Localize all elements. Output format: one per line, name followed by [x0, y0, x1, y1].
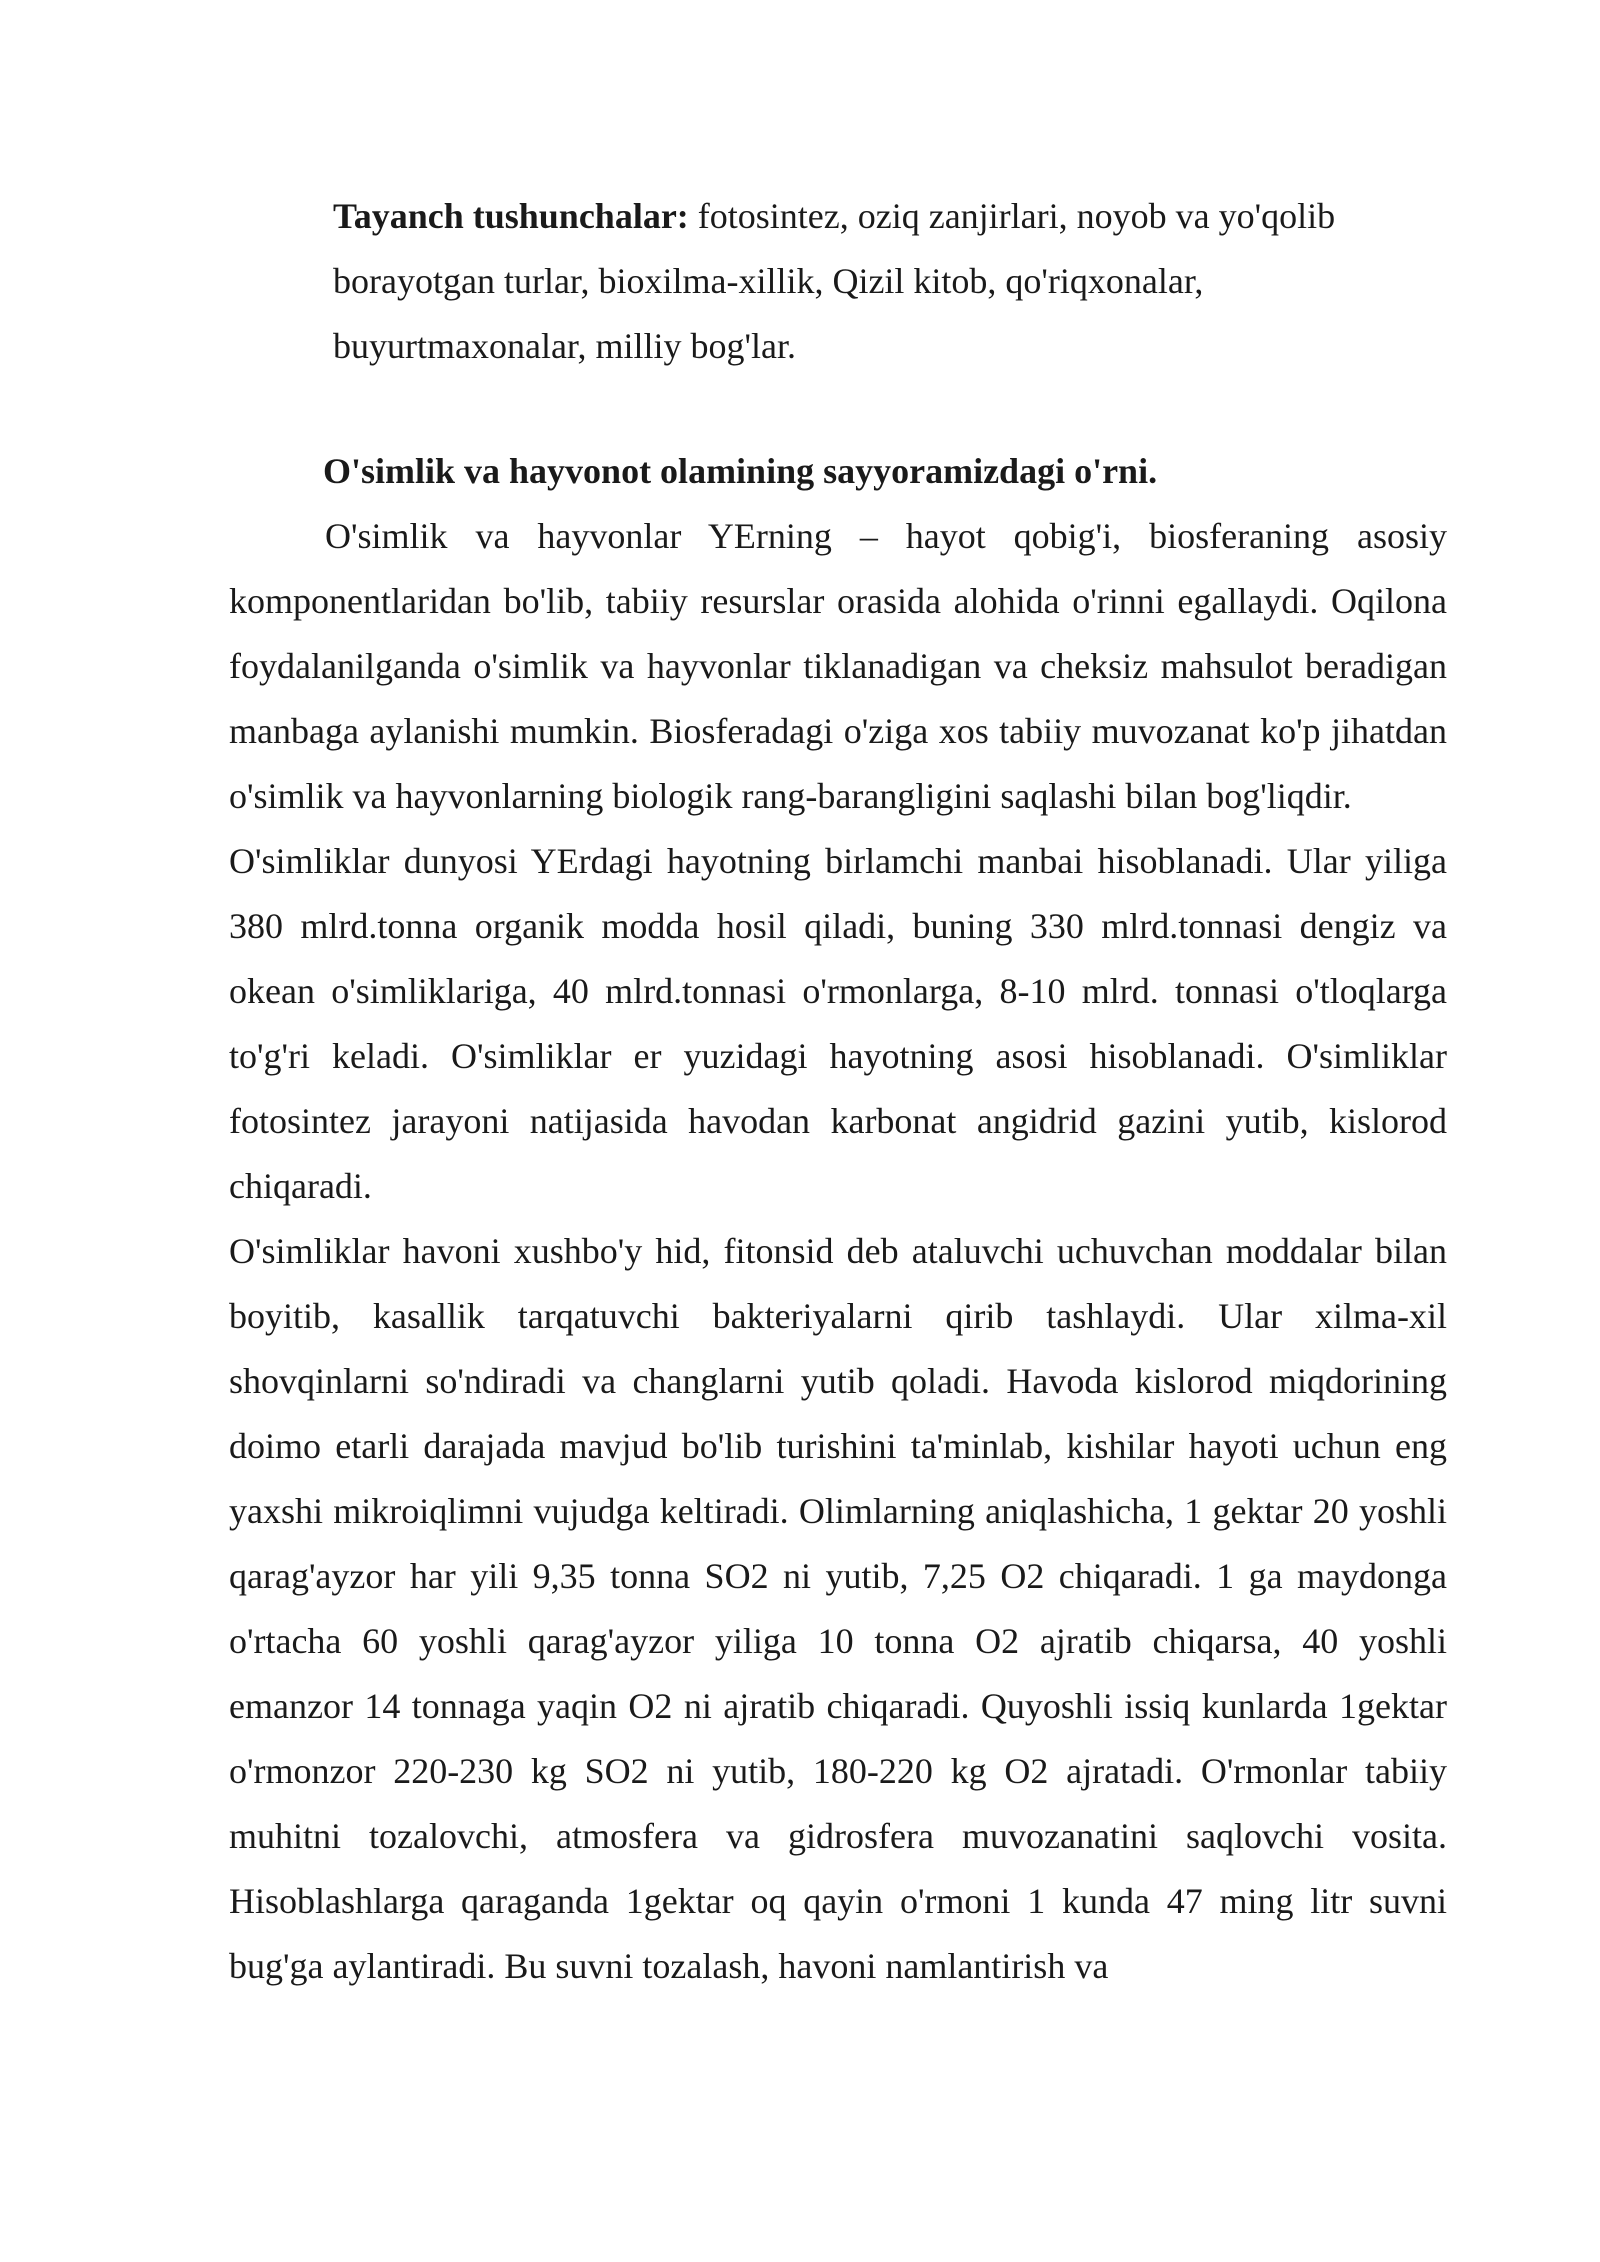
paragraph: O'simliklar havoni xushbo'y hid, fitonsid deb ataluvchi uchuvchan moddalar bilan boyitib, kasallik tarqatuvchi bakteriyalarni qirib tashlaydi. Ular xilma-xil shovqinlarni so'ndiradi va changlarni yutib qoladi. Havoda kislorod miqdorining doimo etarli darajada mavjud bo'lib turishini ta'minlab, kishilar hayoti uchun eng yaxshi mikroiqlimni vujudga keltiradi. Olimlarning aniqlashicha, 1 gektar 20 yoshli qarag'ayzor har yili 9,35 tonna SO2 ni yutib, 7,25 O2 chiqaradi. 1 ga maydonga o'rtacha 60 yoshli qarag'ayzor yiliga 10 tonna O2 ajratib chiqarsa, 40 yoshli emanzor 14 tonnaga yaqin O2 ni ajratib chiqaradi. Quyoshli issiq kunlarda 1gektar o'rmonzor 220-230 kg SO2 ni yutib, 180-220 kg O2 ajratadi. O'rmonlar tabiiy muhitni tozalovchi, atmosfera va gidrosfera muvozanatini saqlovchi vosita. Hisoblashlarga qaraganda 1gektar oq qayin o'rmoni 1 kunda 47 ming litr suvni bug'ga aylantiradi. Bu suvni tozalash, havoni namlantirish va: [229, 1231, 1447, 1986]
section-body: [229, 504, 1447, 1999]
key-concepts: [333, 184, 1433, 379]
paragraph: O'simliklar dunyosi YErdagi hayotning birlamchi manbai hisoblanadi. Ular yiliga 380 mlrd.tonna organik modda hosil qiladi, buning 330 mlrd.tonnasi dengiz va okean o'simliklariga, 40 mlrd.tonnasi o'rmonlarga, 8-10 mlrd. tonnasi o'tloqlarga to'g'ri keladi. O'simliklar er yuzidagi hayotning asosi hisoblanadi. O'simliklar fotosintez jarayoni natijasida havodan karbonat angidrid gazini yutib, kislorod chiqaradi.: [229, 841, 1447, 1206]
section-heading: O'simlik va hayvonot olamining sayyoramizdagi o'rni.: [323, 451, 1158, 491]
key-concepts-text: fotosintez, oziq zanjirlari, noyob va yo'qolib borayotgan turlar, bioxilma-xillik, Qizil kitob, qo'riqxonalar, buyurtmaxonalar, milliy bog'lar.: [333, 196, 1336, 366]
paragraph: O'simlik va hayvonlar YErning – hayot qobig'i, biosferaning asosiy komponentlaridan bo'lib, tabiiy resurslar orasida alohida o'rinni egallaydi. Oqilona foydalanilganda o'simlik va hayvonlar tiklanadigan va cheksiz mahsulot beradigan manbaga aylanishi mumkin. Biosferadagi o'ziga xos tabiiy muvozanat ko'p jihatdan o'simlik va hayvonlarning biologik rang-barangligini saqlashi bilan bog'liqdir.: [229, 516, 1447, 816]
key-concepts-label: Tayanch tushunchalar:: [333, 196, 689, 236]
